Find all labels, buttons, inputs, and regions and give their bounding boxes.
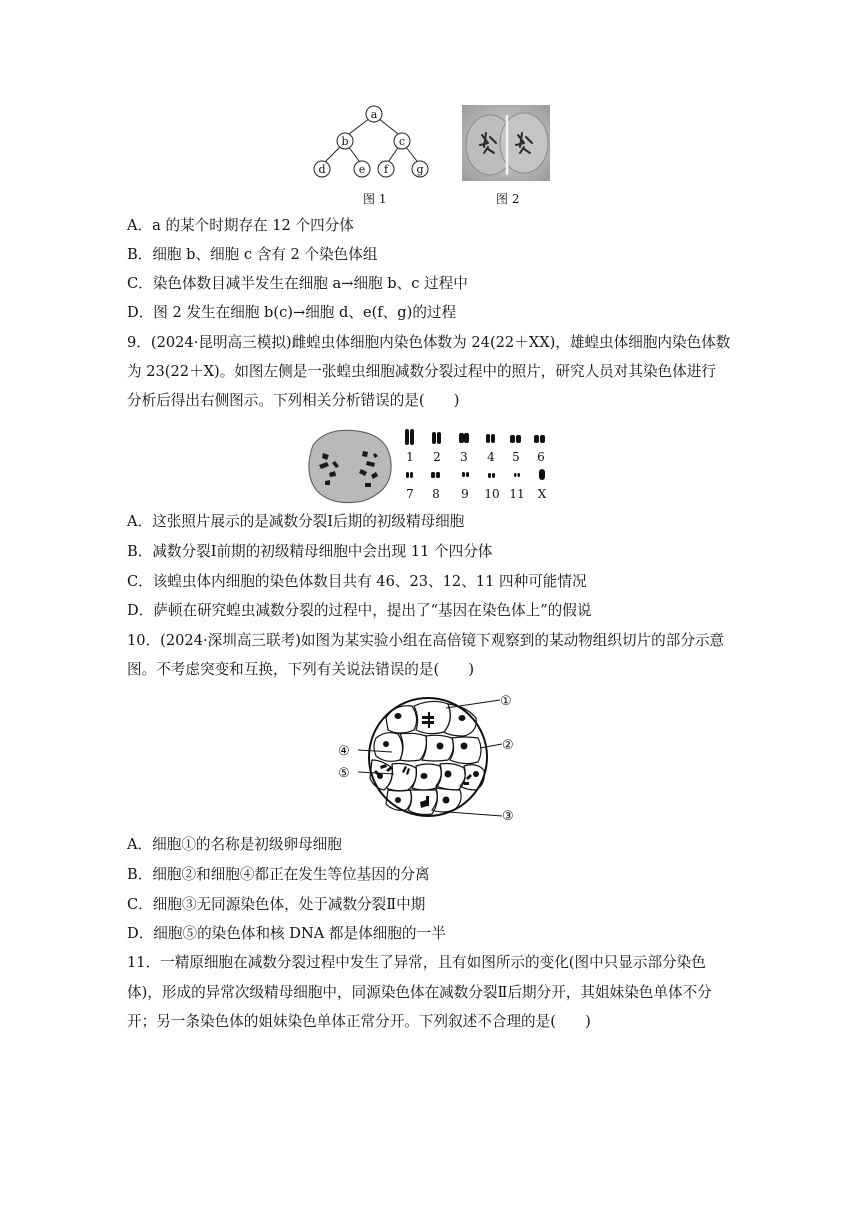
chromosome-4 (486, 434, 490, 443)
q10-stem-line-2: 图。不考虑突变和互换，下列有关说法错误的是( ) (127, 661, 475, 678)
figure-1-tree (308, 102, 438, 184)
tree-node-g: g (416, 163, 424, 176)
tree-node-d: d (318, 163, 326, 176)
tissue-section-diagram (336, 690, 526, 822)
chromosome-8 (431, 472, 435, 478)
q9-stem-line-3: 分析后得出右侧图示。下列相关分析错误的是( ) (127, 392, 460, 409)
callout-2: ② (502, 738, 514, 753)
q9-stem-line-1: 9．(2024·昆明高三模拟)雌蝗虫体细胞内染色体数为 24(22＋XX)，雄蝗虫体细胞内染色体数 (127, 334, 731, 351)
q9-option-b: B．减数分裂Ⅰ前期的初级精母细胞中会出现 11 个四分体 (127, 543, 493, 560)
q10-option-b: B．细胞②和细胞④都正在发生等位基因的分离 (127, 866, 430, 883)
karyotype-label-9: 9 (461, 487, 469, 501)
karyotype-label-8: 8 (432, 487, 440, 501)
tree-node-c: c (398, 135, 406, 148)
karyotype-label-10: 10 (484, 487, 500, 501)
karyotype-label-x: X (537, 487, 547, 501)
tree-node-f: f (383, 163, 389, 176)
q11-stem-line-1: 11．一精原细胞在减数分裂过程中发生了异常，且有如图所示的变化(图中只显示部分染色 (127, 954, 706, 971)
karyotype-label-4: 4 (487, 450, 495, 464)
q8-option-a: A．a 的某个时期存在 12 个四分体 (127, 217, 354, 234)
q9-option-c: C．该蝗虫体内细胞的染色体数目共有 46、23、12、11 四种可能情况 (127, 573, 587, 590)
q10-option-c: C．细胞③无同源染色体，处于减数分裂Ⅱ中期 (127, 896, 426, 913)
karyotype-label-3: 3 (460, 450, 468, 464)
q10-option-a: A．细胞①的名称是初级卵母细胞 (127, 836, 342, 853)
chromosome-6 (534, 435, 539, 443)
chromosome-5 (510, 435, 515, 443)
chromosome-7 (406, 472, 409, 478)
callout-4: ④ (338, 744, 350, 759)
tree-node-b: b (341, 135, 349, 148)
chromosome-1 (405, 429, 409, 445)
chromosome-3 (459, 433, 464, 443)
q8-option-d: D．图 2 发生在细胞 b(c)→细胞 d、e(f、g)的过程 (127, 304, 457, 321)
callout-1: ① (500, 694, 512, 709)
karyotype-diagram (396, 426, 558, 502)
q8-option-b: B．细胞 b、细胞 c 含有 2 个染色体组 (127, 246, 378, 263)
grasshopper-cell-photo (305, 425, 395, 505)
karyotype-label-11: 11 (509, 487, 525, 501)
callout-3: ③ (502, 809, 514, 822)
q9-option-a: A．这张照片展示的是减数分裂Ⅰ后期的初级精母细胞 (127, 513, 465, 530)
karyotype-label-5: 5 (512, 450, 520, 464)
figure-2-caption: 图 2 (496, 192, 520, 206)
figure-1-caption: 图 1 (363, 192, 387, 206)
q9-stem-line-2: 为 23(22＋X)。如图左侧是一张蝗虫细胞减数分裂过程中的照片，研究人员对其染色体进行 (127, 363, 716, 380)
q11-stem-line-3: 开；另一条染色体的姐妹染色单体正常分开。下列叙述不合理的是( ) (127, 1013, 591, 1030)
q8-option-c: C．染色体数目减半发生在细胞 a→细胞 b、c 过程中 (127, 275, 468, 292)
chromosome-11 (514, 473, 517, 477)
figure-2-micrograph (462, 105, 550, 181)
tree-node-a: a (370, 108, 378, 121)
karyotype-label-1: 1 (406, 450, 414, 464)
q11-stem-line-2: 体)，形成的异常次级精母细胞中，同源染色体在减数分裂Ⅱ后期分开，其姐妹染色单体不分 (127, 984, 712, 1001)
q10-stem-line-1: 10．(2024·深圳高三联考)如图为某实验小组在高倍镜下观察到的某动物组织切片的部分示意 (127, 632, 725, 649)
q9-option-d: D．萨顿在研究蝗虫减数分裂的过程中，提出了“基因在染色体上”的假说 (127, 602, 592, 619)
karyotype-label-6: 6 (537, 450, 545, 464)
karyotype-label-7: 7 (406, 487, 414, 501)
q10-option-d: D．细胞⑤的染色体和核 DNA 都是体细胞的一半 (127, 925, 446, 942)
chromosome-10 (488, 473, 491, 478)
callout-5: ⑤ (338, 766, 350, 781)
chromosome-2 (432, 432, 436, 444)
tree-node-e: e (358, 163, 366, 176)
karyotype-label-2: 2 (433, 450, 441, 464)
chromosome-x (539, 469, 545, 480)
chromosome-9 (462, 472, 465, 477)
